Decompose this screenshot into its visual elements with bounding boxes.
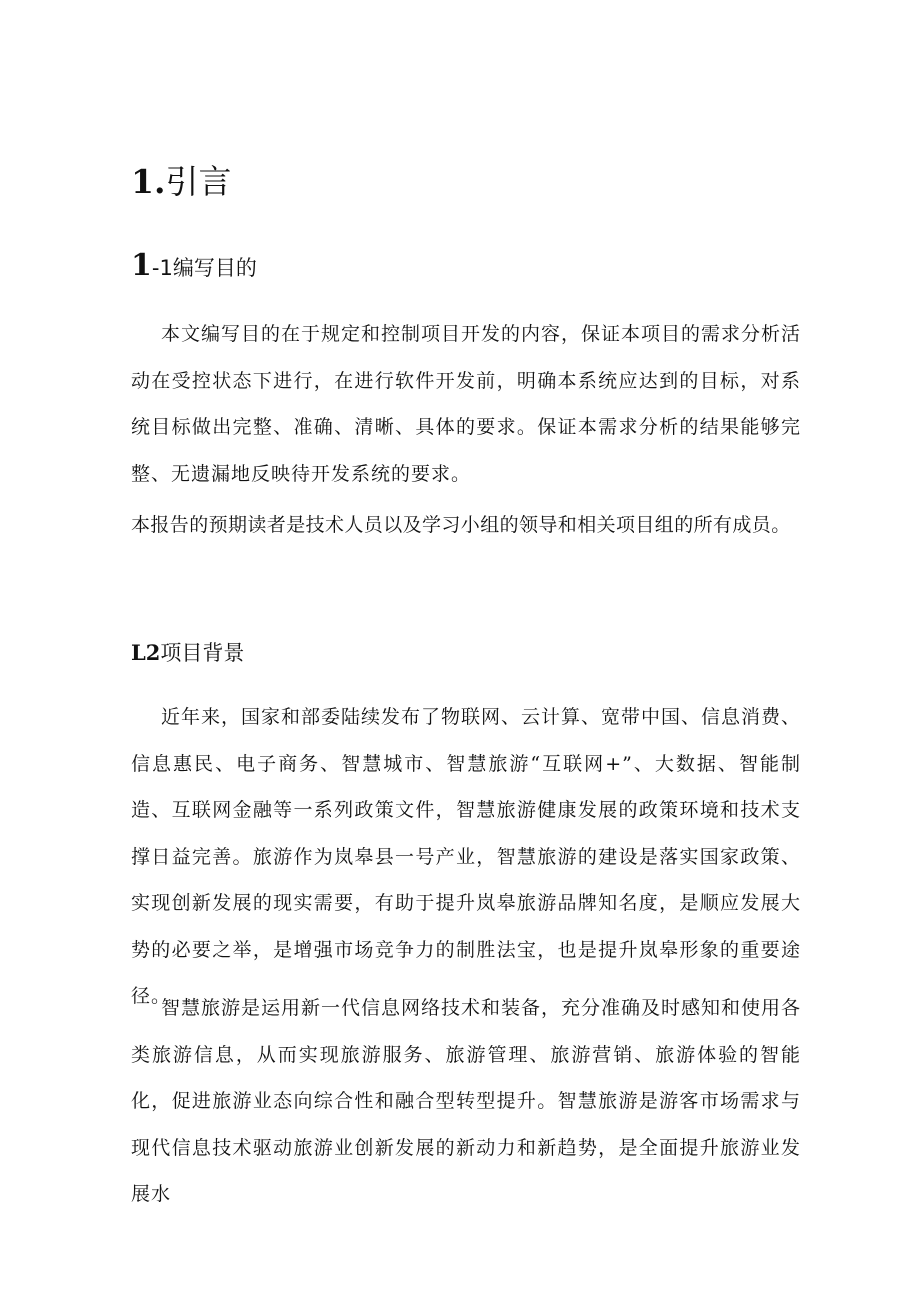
section-heading-1-2 xyxy=(131,638,244,668)
paragraph-background-1: 近年来，国家和部委陆续发布了物联网、云计算、宽带中国、信息消费、信息惠民、电子商务、智慧城市、智慧旅游“互联网+”、大数据、智能制造、互联网金融等一系列政策文件，智慧旅游健康发展的政策环境和技术支撑日益完善。旅游作为岚皋县一号产业，智慧旅游的建设是落实国家政策、实现创新发展的现实需要，有助于提升岚皋旅游品牌知名度，是顺应发展大势的必要之举，是增强市场竞争力的制胜法宝，也是提升岚皋形象的重要途径。 xyxy=(131,706,802,1007)
paragraph-background-2: 智慧旅游是运用新一代信息网络技术和装备，充分准确及时感知和使用各类旅游信息，从而实现旅游服务、旅游管理、旅游营销、旅游体验的智能化，促进旅游业态向综合性和融合型转型提升。智慧旅游是游客市场需求与现代信息技术驱动旅游业创新发展的新动力和新趋势，是全面提升旅游业发展水 xyxy=(131,997,802,1205)
section-title: -1编写目的 xyxy=(151,256,257,280)
section-title: 项目背景 xyxy=(160,641,245,665)
chapter-heading xyxy=(131,160,231,204)
section-heading-1-1 xyxy=(131,248,257,283)
section-number: 1 xyxy=(131,248,152,283)
chapter-title: 引言 xyxy=(165,162,232,201)
chapter-number: 1. xyxy=(131,162,166,201)
section-number: L2 xyxy=(131,640,161,665)
paragraph-readers: 本报告的预期读者是技术人员以及学习小组的领导和相关项目组的所有成员。 xyxy=(131,514,791,536)
paragraph-purpose: 本文编写目的在于规定和控制项目开发的内容，保证本项目的需求分析活动在受控状态下进行，在进行软件开发前，明确本系统应达到的目标，对系统目标做出完整、准确、清晰、具体的要求。保证本需求分析的结果能够完整、无遗漏地反映待开发系统的要求。 xyxy=(131,323,802,485)
